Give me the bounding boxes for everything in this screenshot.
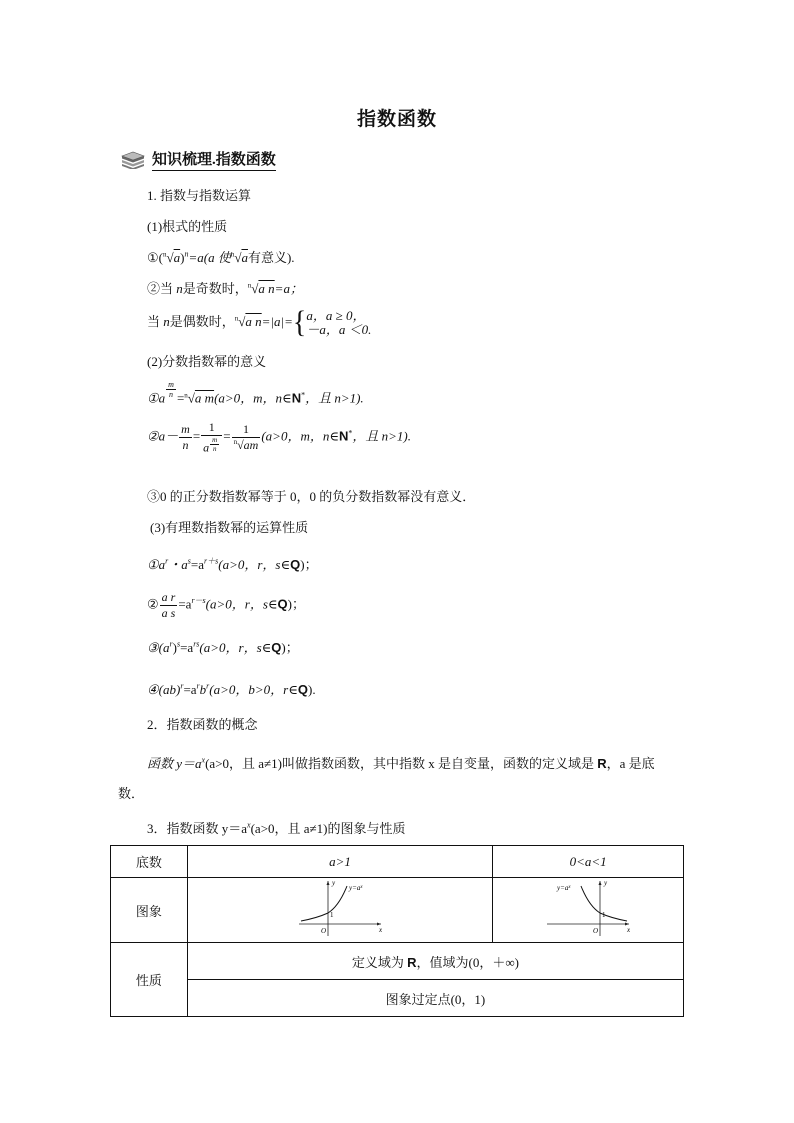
row-label-graph: 图象	[111, 878, 188, 943]
header-a-between-0-1: 0<a<1	[493, 846, 684, 878]
power-rule-2: ② $\frac{\text{a r}}{\text{a s}}$ $=a^{r-s}(a>0$，r，s∈Q)；	[147, 590, 305, 620]
header-a-greater-1: a>1	[187, 846, 492, 878]
svg-text:y: y	[332, 879, 336, 887]
radical-rule-2: ②当 n是奇数时，$^n$√a n=a；	[147, 281, 303, 296]
decay-curve-graph	[543, 878, 633, 938]
svg-text:y: y	[604, 879, 608, 887]
section-heading	[120, 146, 276, 172]
exponential-definition: 函数 $y=a^x(a>0$，且 a≠1)叫做指数函数，其中指数 x 是自变量，函数的定义域是 R，a 是底数．	[118, 755, 655, 801]
svg-text:O: O	[593, 927, 599, 935]
growth-curve-graph	[295, 878, 385, 938]
svg-text:x: x	[627, 926, 631, 934]
section-label: 知识梳理.指数函数	[152, 148, 276, 171]
heading-1: 1. 指数与指数运算	[147, 188, 252, 203]
page-title: 指数函数	[356, 109, 437, 130]
svg-text:y=ax: $y=a^x$	[349, 884, 363, 892]
power-rule-3: $③(a^r)^s=a^{rs}(a>0$，r，s∈Q)；	[147, 639, 299, 655]
table-row	[111, 846, 684, 878]
sub-heading-1: (1)根式的性质	[147, 219, 228, 234]
radical-rule-3: 当 n是偶数时，$^n$√a n=|a|={a，a ≥ 0， －a，a ＜0.	[147, 305, 372, 340]
heading-3: 3．指数函数 $y=a^x(a>0$，且 a≠1)的图象与性质	[147, 820, 406, 836]
graph-growth-cell	[187, 878, 492, 943]
table-row	[111, 878, 684, 943]
svg-text:O: O	[321, 927, 327, 935]
radical-rule-1: $①(^n√a)^n=a(a$ 使$^n$√a有意义).	[147, 249, 295, 265]
svg-text:1: 1	[602, 911, 606, 919]
sub-heading-3: (3)有理数指数幂的运算性质	[150, 520, 309, 535]
fractional-rule-3: ③0 的正分数指数幂等于 0，0 的负分数指数幂没有意义．	[147, 489, 476, 504]
graph-decay-cell	[493, 878, 684, 943]
property-domain-range: 定义域为 R，值域为(0，＋∞)	[187, 943, 683, 980]
table-row	[111, 943, 684, 980]
fractional-rule-1: ①a $^{\frac{m}{n}}$ =$^n$√a m(a>0，m，n∈N*，且 n>1).	[147, 380, 364, 406]
svg-text:x: x	[379, 926, 383, 934]
properties-table	[110, 845, 684, 1017]
fractional-rule-2: ②a－ $\frac{m}{n}$ = 1 a $^{\frac{m}{n}}$ = $\frac{1}{^n√am}$ (a>0，m，n∈N*，且 n>1).	[147, 420, 411, 455]
svg-text:y=ax: $y=a^x$	[557, 884, 571, 892]
power-rule-4: $④(ab)^r=a^rb^r(a>0$，b>0，r∈Q).	[147, 681, 316, 697]
heading-2: 2．指数函数的概念	[147, 717, 258, 732]
sub-heading-2: (2)分数指数幂的意义	[147, 354, 267, 369]
power-rule-1: $①a^r$・$a^s=a^{r+s}(a>0$，r，s∈Q)；	[147, 556, 318, 572]
row-label-properties: 性质	[111, 943, 188, 1017]
books-icon	[120, 149, 146, 169]
header-base: 底数	[111, 846, 188, 878]
table-row	[111, 980, 684, 1017]
property-fixed-point: 图象过定点(0，1)	[187, 980, 683, 1017]
svg-text:1: 1	[330, 911, 334, 919]
